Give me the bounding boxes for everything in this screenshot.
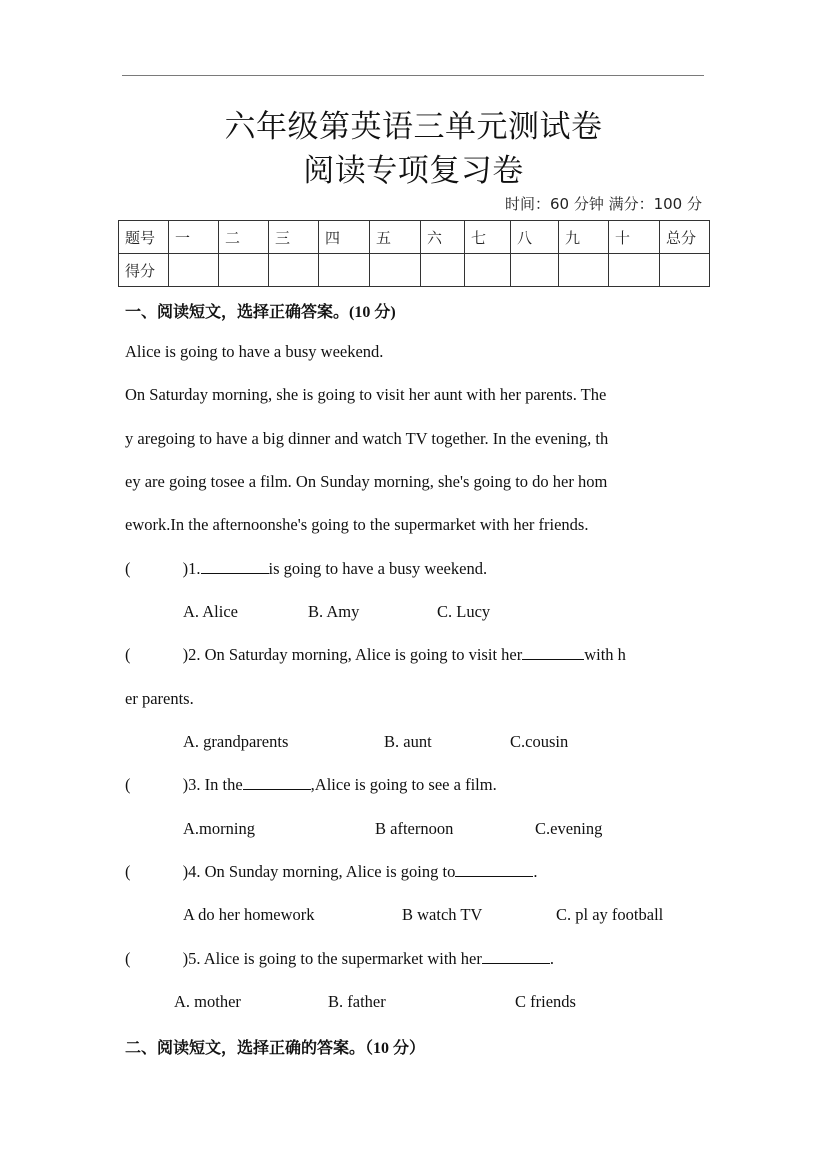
question-4 bbox=[125, 862, 537, 882]
passage-line: ework.In the afternoonshe's going to the supermarket with her friends. bbox=[125, 515, 589, 534]
table-cell: 九 bbox=[559, 221, 609, 254]
score-cell[interactable] bbox=[219, 254, 269, 287]
option-b: B. Amy bbox=[308, 602, 360, 621]
option-a: A. grandparents bbox=[183, 732, 289, 751]
option-a: A. mother bbox=[174, 992, 241, 1011]
option-c: C friends bbox=[515, 992, 576, 1011]
score-cell[interactable] bbox=[269, 254, 319, 287]
table-cell: 题号 bbox=[119, 221, 169, 254]
question-text: is going to have a busy weekend. bbox=[268, 559, 488, 578]
score-cell[interactable] bbox=[319, 254, 370, 287]
score-cell[interactable] bbox=[421, 254, 465, 287]
score-table bbox=[118, 220, 710, 287]
question-text: Alice is going to the supermarket with her bbox=[200, 949, 482, 968]
fill-blank[interactable] bbox=[243, 775, 311, 790]
option-a: A. Alice bbox=[183, 602, 238, 621]
option-b: B afternoon bbox=[375, 819, 454, 838]
table-cell: 七 bbox=[465, 221, 511, 254]
option-c: C.cousin bbox=[510, 732, 569, 751]
question-5 bbox=[125, 949, 554, 969]
question-text: with h bbox=[584, 645, 626, 664]
exam-meta: 时间：60 分钟 满分：100 分 bbox=[504, 195, 702, 213]
score-cell[interactable] bbox=[559, 254, 609, 287]
table-cell: 六 bbox=[421, 221, 465, 254]
answer-paren-open: ( bbox=[125, 645, 131, 664]
question-2 bbox=[125, 645, 626, 665]
passage-line: y aregoing to have a big dinner and watch TV together. In the evening, th bbox=[125, 429, 609, 448]
question-number: )1. bbox=[182, 559, 201, 578]
question-text: In the bbox=[200, 775, 243, 794]
question-text: . bbox=[533, 862, 538, 881]
table-cell: 五 bbox=[370, 221, 421, 254]
score-cell[interactable] bbox=[465, 254, 511, 287]
answer-paren-open: ( bbox=[125, 775, 131, 794]
option-a: A.morning bbox=[183, 819, 255, 838]
table-cell: 八 bbox=[511, 221, 559, 254]
option-b: B. aunt bbox=[384, 732, 432, 751]
answer-paren-open: ( bbox=[125, 559, 131, 578]
table-cell: 十 bbox=[609, 221, 660, 254]
table-cell: 总分 bbox=[660, 221, 710, 254]
question-number: )2. bbox=[182, 645, 201, 664]
question-2-continuation: er parents. bbox=[125, 689, 194, 708]
fill-blank[interactable] bbox=[522, 645, 584, 660]
option-a: A do her homework bbox=[183, 905, 315, 924]
table-cell: 得分 bbox=[119, 254, 169, 287]
passage-line: ey are going tosee a film. On Sunday morning, she's going to do her hom bbox=[125, 472, 608, 491]
score-cell[interactable] bbox=[660, 254, 710, 287]
question-number: )3. bbox=[182, 775, 201, 794]
header-rule bbox=[122, 75, 704, 76]
page-title: 六年级第英语三单元测试卷 bbox=[224, 109, 603, 144]
section2-heading: 二、阅读短文，选择正确的答案。（10 分） bbox=[125, 1040, 426, 1057]
question-text: On Sunday morning, Alice is going to bbox=[200, 862, 456, 881]
score-cell[interactable] bbox=[511, 254, 559, 287]
option-b: B watch TV bbox=[402, 905, 483, 924]
table-cell: 一 bbox=[169, 221, 219, 254]
passage-line: Alice is going to have a busy weekend. bbox=[125, 342, 384, 361]
table-cell: 三 bbox=[269, 221, 319, 254]
question-3 bbox=[125, 775, 497, 795]
section1-heading: 一、阅读短文，选择正确答案。(10 分) bbox=[125, 304, 396, 321]
answer-paren-open: ( bbox=[125, 862, 131, 881]
fill-blank[interactable] bbox=[201, 559, 269, 574]
passage-line: On Saturday morning, she is going to visit her aunt with her parents. The bbox=[125, 385, 607, 404]
page-subtitle: 阅读专项复习卷 bbox=[303, 153, 524, 188]
score-table-score-row bbox=[119, 254, 710, 287]
score-table-header-row bbox=[119, 221, 710, 254]
option-c: C. Lucy bbox=[437, 602, 491, 621]
question-text: . bbox=[549, 949, 554, 968]
question-text: On Saturday morning, Alice is going to visit her bbox=[200, 645, 523, 664]
score-cell[interactable] bbox=[370, 254, 421, 287]
question-text: ,Alice is going to see a film. bbox=[310, 775, 497, 794]
table-cell: 四 bbox=[319, 221, 370, 254]
fill-blank[interactable] bbox=[455, 862, 533, 877]
table-cell: 二 bbox=[219, 221, 269, 254]
answer-paren-open: ( bbox=[125, 949, 131, 968]
score-cell[interactable] bbox=[609, 254, 660, 287]
question-number: )4. bbox=[182, 862, 201, 881]
question-1 bbox=[125, 559, 487, 579]
question-number: )5. bbox=[182, 949, 201, 968]
option-c: C. pl ay football bbox=[556, 905, 664, 924]
score-cell[interactable] bbox=[169, 254, 219, 287]
option-c: C.evening bbox=[535, 819, 603, 838]
option-b: B. father bbox=[328, 992, 386, 1011]
fill-blank[interactable] bbox=[482, 949, 550, 964]
